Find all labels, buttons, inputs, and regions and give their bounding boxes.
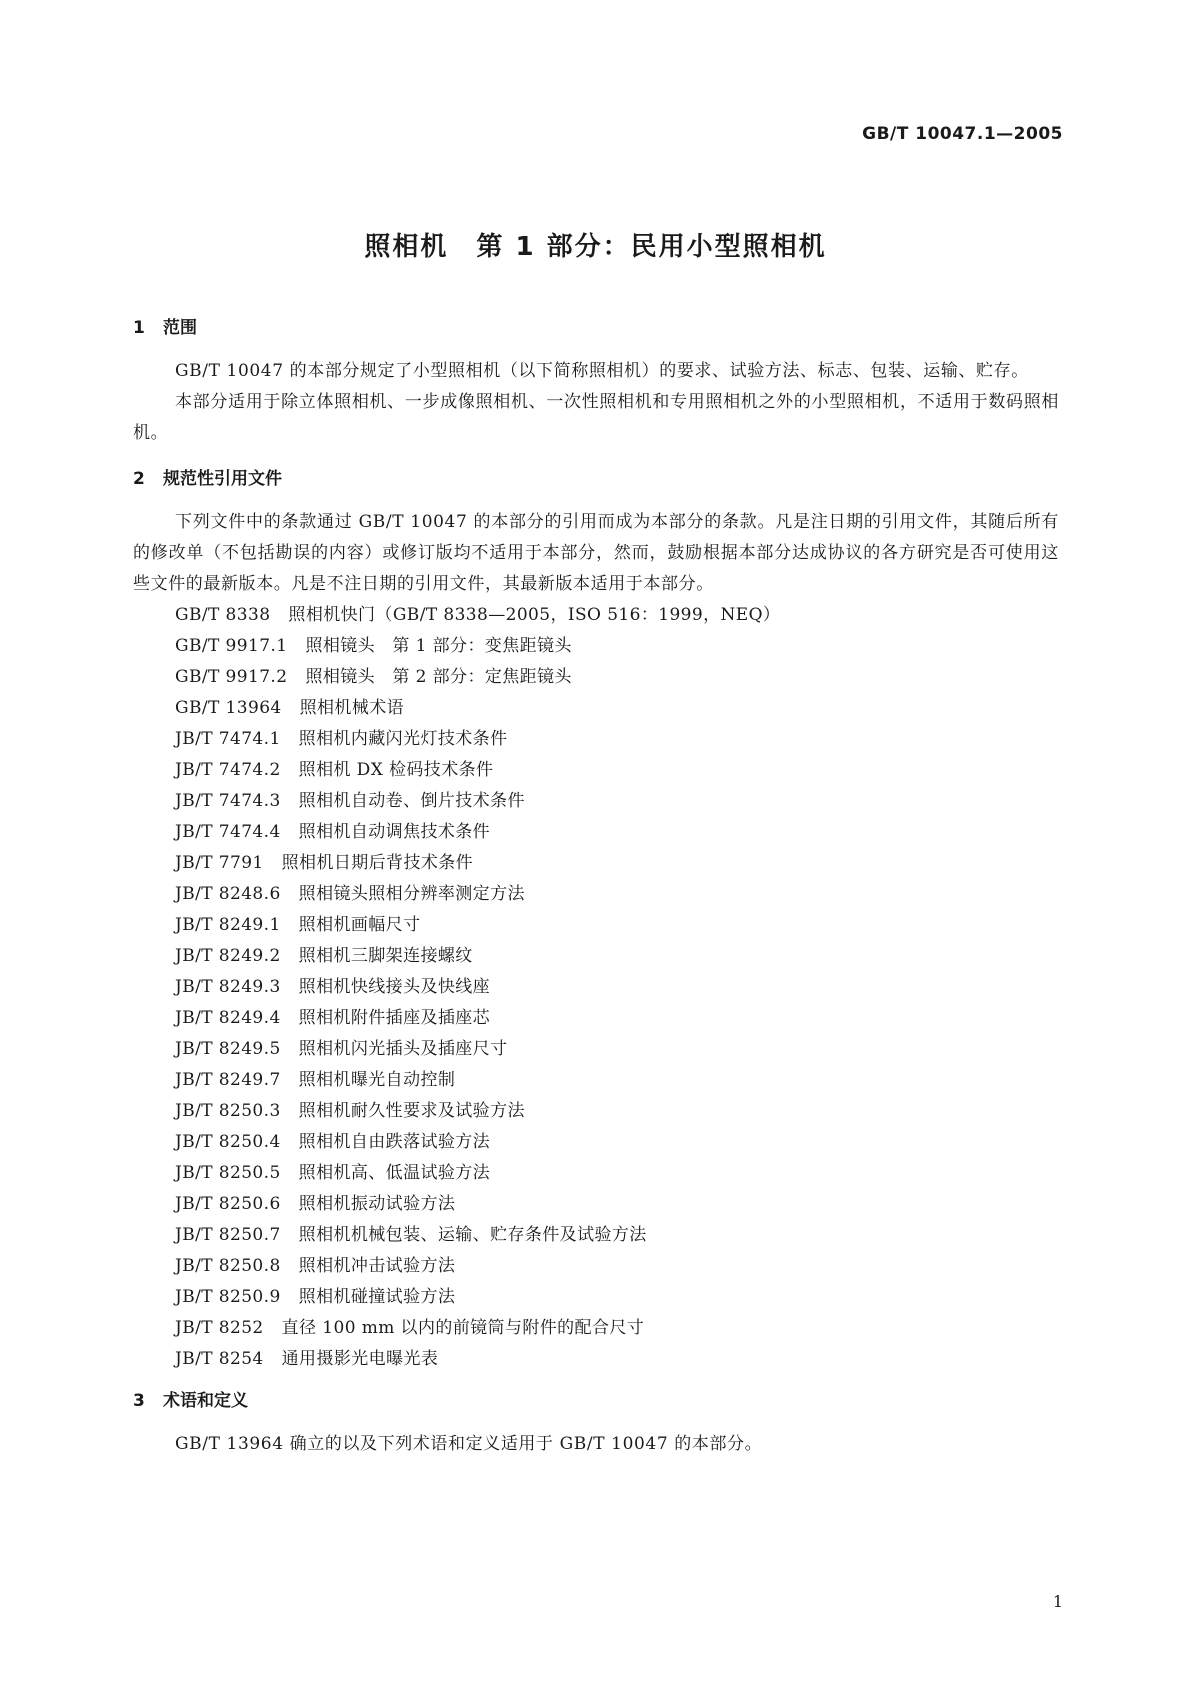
reference-item [133,972,1059,1003]
reference-code: JB/T 8254 [175,1349,264,1369]
reference-item [133,1003,1059,1034]
reference-item [133,1220,1059,1251]
reference-title: 照相机振动试验方法 [298,1194,456,1214]
reference-code: GB/T 9917.1 [175,636,288,656]
section-heading [133,1385,1059,1417]
reference-code: JB/T 7474.4 [175,822,281,842]
reference-title: 照相机高、低温试验方法 [298,1163,491,1183]
reference-title: 照相机自动调焦技术条件 [298,822,491,842]
reference-list [133,600,1059,1375]
reference-title: 照相机内藏闪光灯技术条件 [298,729,508,749]
reference-code: JB/T 8250.7 [175,1225,281,1245]
reference-code: JB/T 8249.3 [175,977,281,997]
reference-item [133,1313,1059,1344]
reference-item [133,941,1059,972]
reference-item [133,879,1059,910]
reference-code: GB/T 9917.2 [175,667,288,687]
reference-item [133,662,1059,693]
reference-item [133,1158,1059,1189]
reference-title: 照相机日期后背技术条件 [281,853,474,873]
reference-code: JB/T 8252 [175,1318,264,1338]
reference-item [133,1344,1059,1375]
section-title: 范围 [163,318,197,338]
reference-title: 直径 100 mm 以内的前镜筒与附件的配合尺寸 [281,1318,645,1338]
reference-code: JB/T 8250.3 [175,1101,281,1121]
section-terms-definitions [133,1385,1059,1460]
section-number: 2 [133,469,145,489]
section-number: 1 [133,318,145,338]
reference-title: 照相镜头照相分辨率测定方法 [298,884,525,904]
document-title: 照相机 第 1 部分：民用小型照相机 [364,232,827,262]
reference-code: JB/T 8250.9 [175,1287,281,1307]
reference-code: JB/T 7791 [175,853,264,873]
standard-number: GB/T 10047.1—2005 [862,124,1063,144]
reference-item [133,786,1059,817]
document-body [133,312,1059,1460]
reference-title: 照相机快线接头及快线座 [298,977,491,997]
reference-item [133,755,1059,786]
reference-item [133,1251,1059,1282]
reference-item [133,724,1059,755]
reference-title: 照相机自由跌落试验方法 [298,1132,491,1152]
paragraph: GB/T 10047 的本部分规定了小型照相机（以下简称照相机）的要求、试验方法、标志、包装、运输、贮存。 [175,361,1029,381]
reference-code: JB/T 8249.4 [175,1008,281,1028]
reference-item [133,693,1059,724]
reference-title: 照相机三脚架连接螺纹 [298,946,473,966]
reference-title: 照相机自动卷、倒片技术条件 [298,791,525,811]
reference-item [133,631,1059,662]
reference-item [133,848,1059,879]
reference-item [133,817,1059,848]
reference-item [133,1189,1059,1220]
reference-code: JB/T 8250.5 [175,1163,281,1183]
paragraph: GB/T 13964 确立的以及下列术语和定义适用于 GB/T 10047 的本部分。 [175,1434,763,1454]
reference-title: 照相机闪光插头及插座尺寸 [298,1039,508,1059]
reference-title: 照相机机械包装、运输、贮存条件及试验方法 [298,1225,647,1245]
section-number: 3 [133,1391,145,1411]
reference-code: JB/T 7474.2 [175,760,281,780]
section-title: 规范性引用文件 [163,469,282,489]
page-number: 1 [1052,1592,1063,1611]
reference-code: JB/T 8249.2 [175,946,281,966]
reference-title: 照相机画幅尺寸 [298,915,421,935]
paragraph: 本部分适用于除立体照相机、一步成像照相机、一次性照相机和专用照相机之外的小型照相机，不适用于数码照相机。 [133,392,1059,443]
reference-title: 通用摄影光电曝光表 [281,1349,439,1369]
reference-title: 照相机冲击试验方法 [298,1256,456,1276]
reference-code: JB/T 8250.8 [175,1256,281,1276]
section-normative-references [133,463,1059,1375]
reference-title: 照相机碰撞试验方法 [298,1287,456,1307]
reference-item [133,1096,1059,1127]
reference-title: 照相机耐久性要求及试验方法 [298,1101,525,1121]
reference-title: 照相机曝光自动控制 [298,1070,456,1090]
reference-code: GB/T 13964 [175,698,282,718]
paragraph: 下列文件中的条款通过 GB/T 10047 的本部分的引用而成为本部分的条款。凡是注日期的引用文件，其随后所有的修改单（不包括勘误的内容）或修订版均不适用于本部分，然而，鼓励根据本部分达成协议的各方研究是否可使用这些文件的最新版本。凡是不注日期的引用文件，其最新版本适用于本部分。 [133,512,1059,594]
reference-item [133,1282,1059,1313]
reference-code: JB/T 8250.4 [175,1132,281,1152]
reference-code: JB/T 8250.6 [175,1194,281,1214]
reference-item [133,600,1059,631]
reference-item [133,1034,1059,1065]
reference-item [133,910,1059,941]
section-title: 术语和定义 [163,1391,248,1411]
section-scope [133,312,1059,449]
reference-code: JB/T 8249.7 [175,1070,281,1090]
reference-title: 照相机附件插座及插座芯 [298,1008,491,1028]
reference-code: JB/T 8249.1 [175,915,281,935]
reference-item [133,1065,1059,1096]
reference-title: 照相机械术语 [299,698,405,718]
reference-title: 照相机 DX 检码技术条件 [298,760,494,780]
reference-item [133,1127,1059,1158]
reference-code: JB/T 7474.3 [175,791,281,811]
section-heading [133,463,1059,495]
reference-code: JB/T 8249.5 [175,1039,281,1059]
reference-code: JB/T 7474.1 [175,729,281,749]
reference-code: JB/T 8248.6 [175,884,281,904]
section-heading [133,312,1059,344]
reference-title: 照相镜头 第 2 部分：定焦距镜头 [305,667,572,687]
reference-title: 照相机快门（GB/T 8338—2005，ISO 516：1999，NEQ） [288,605,781,625]
reference-code: GB/T 8338 [175,605,271,625]
reference-title: 照相镜头 第 1 部分：变焦距镜头 [305,636,572,656]
